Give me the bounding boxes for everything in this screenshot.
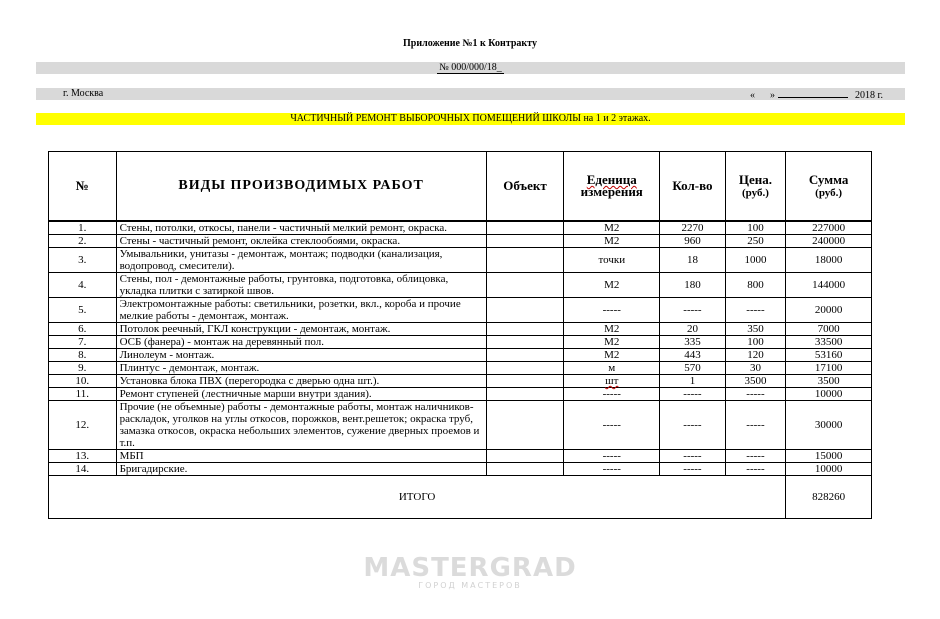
- row-qty: 1: [660, 375, 726, 388]
- row-sum: 3500: [786, 375, 872, 388]
- header-price: [725, 152, 786, 222]
- row-object: [486, 362, 564, 375]
- row-object: [486, 388, 564, 401]
- header-works: ВИДЫ ПРОИЗВОДИМЫХ РАБОТ: [116, 152, 486, 222]
- row-object: [486, 248, 564, 273]
- document-title: Приложение №1 к Контракту: [403, 38, 537, 49]
- table-row: [49, 323, 872, 336]
- row-desc: Стены, пол - демонтажные работы, грунтовка, подготовка, облицовка, укладка плитки с затиркой швов.: [116, 273, 486, 298]
- header-sum-line1: Сумма: [808, 171, 849, 187]
- row-unit-text: шт: [605, 375, 619, 387]
- header-unit: [564, 152, 660, 222]
- row-price: 3500: [725, 375, 786, 388]
- row-price: -----: [725, 298, 786, 323]
- row-qty: 960: [660, 235, 726, 248]
- row-qty: 2270: [660, 221, 726, 235]
- table-row: [49, 401, 872, 450]
- row-unit: М2: [564, 235, 660, 248]
- watermark-main: MASTERGRAD: [363, 553, 577, 583]
- watermark-sub: ГОРОД МАСТЕРОВ: [418, 581, 522, 590]
- row-qty: -----: [660, 298, 726, 323]
- row-sum: 53160: [786, 349, 872, 362]
- row-unit: М2: [564, 221, 660, 235]
- row-price: 800: [725, 273, 786, 298]
- total-sum: 828260: [786, 476, 872, 519]
- row-object: [486, 235, 564, 248]
- row-sum: 10000: [786, 463, 872, 476]
- row-object: [486, 336, 564, 349]
- row-num: 10.: [49, 375, 117, 388]
- row-sum: 10000: [786, 388, 872, 401]
- row-num: 13.: [49, 450, 117, 463]
- table-row: [49, 235, 872, 248]
- row-object: [486, 401, 564, 450]
- row-price: -----: [725, 388, 786, 401]
- row-qty: -----: [660, 401, 726, 450]
- row-num: 5.: [49, 298, 117, 323]
- header-price-line2: (руб.): [742, 186, 769, 199]
- row-price: 120: [725, 349, 786, 362]
- row-object: [486, 463, 564, 476]
- row-desc: ОСБ (фанера) - монтаж на деревянный пол.: [116, 336, 486, 349]
- row-qty: 180: [660, 273, 726, 298]
- row-sum: 18000: [786, 248, 872, 273]
- row-sum: 17100: [786, 362, 872, 375]
- table-header-row: [49, 152, 872, 222]
- table-row: [49, 221, 872, 235]
- subject-banner: ЧАСТИЧНЫЙ РЕМОНТ ВЫБОРОЧНЫХ ПОМЕЩЕНИЙ ШКОЛЫ на 1 и 2 этажах.: [36, 113, 905, 125]
- header-unit-line2: измерения: [580, 184, 643, 199]
- total-label: ИТОГО: [49, 476, 786, 519]
- row-desc: Прочие (не объемные) работы - демонтажные работы, монтаж наличников-раскладок, уголков на углы откосов, порожков, вент.решеток; окраска труб, замазка откосов, окраска небольших элементов, сужение дверных проемов и т.п.: [116, 401, 486, 450]
- row-desc: Плинтус - демонтаж, монтаж.: [116, 362, 486, 375]
- row-unit: М2: [564, 349, 660, 362]
- row-sum: 33500: [786, 336, 872, 349]
- row-price: 30: [725, 362, 786, 375]
- row-object: [486, 221, 564, 235]
- header-price-line1: Цена.: [738, 171, 773, 187]
- table-row: [49, 463, 872, 476]
- city-date-bar: [36, 88, 905, 100]
- row-sum: 30000: [786, 401, 872, 450]
- table-row: [49, 336, 872, 349]
- row-qty: 335: [660, 336, 726, 349]
- row-desc: Ремонт ступеней (лестничные марши внутри здания).: [116, 388, 486, 401]
- header-qty: Кол-во: [660, 152, 726, 222]
- row-num: 11.: [49, 388, 117, 401]
- row-sum: 7000: [786, 323, 872, 336]
- row-num: 6.: [49, 323, 117, 336]
- row-price: -----: [725, 463, 786, 476]
- date-month-blank: [778, 88, 848, 98]
- row-num: 14.: [49, 463, 117, 476]
- row-qty: -----: [660, 463, 726, 476]
- row-price: 350: [725, 323, 786, 336]
- table-row: [49, 298, 872, 323]
- watermark: [0, 555, 940, 591]
- table-row: [49, 388, 872, 401]
- row-desc: Установка блока ПВХ (перегородка с дверью одна шт.).: [116, 375, 486, 388]
- row-qty: -----: [660, 450, 726, 463]
- row-desc: Стены, потолки, откосы, панели - частичный мелкий ремонт, окраска.: [116, 221, 486, 235]
- row-desc-text: Стены - частичный ремонт, оклейка стеклообоями, окраска.: [119, 235, 401, 247]
- table-row: [49, 273, 872, 298]
- row-desc: Умывальники, унитазы - демонтаж, монтаж; подводки (канализация, водопровод, смесители).: [116, 248, 486, 273]
- header-num: №: [49, 152, 117, 222]
- row-sum: 240000: [786, 235, 872, 248]
- row-num: 4.: [49, 273, 117, 298]
- row-object: [486, 273, 564, 298]
- row-qty: 18: [660, 248, 726, 273]
- row-object: [486, 298, 564, 323]
- row-unit: М2: [564, 336, 660, 349]
- row-qty: 443: [660, 349, 726, 362]
- table-row: [49, 349, 872, 362]
- row-qty: 570: [660, 362, 726, 375]
- row-price: -----: [725, 401, 786, 450]
- city-label: г. Москва: [63, 88, 104, 99]
- row-price: 100: [725, 221, 786, 235]
- row-unit: -----: [564, 298, 660, 323]
- header-sum-line2: (руб.): [815, 186, 843, 199]
- row-num: 9.: [49, 362, 117, 375]
- date-year: 2018 г.: [855, 90, 883, 101]
- row-num: 7.: [49, 336, 117, 349]
- row-num: 12.: [49, 401, 117, 450]
- row-unit: М2: [564, 273, 660, 298]
- row-desc: Линолеум - монтаж.: [116, 349, 486, 362]
- row-desc: Бригадирские.: [116, 463, 486, 476]
- row-desc: Электромонтажные работы: светильники, розетки, вкл., короба и прочие мелкие работы - демонтаж, монтаж.: [116, 298, 486, 323]
- row-price: 250: [725, 235, 786, 248]
- table-row: [49, 450, 872, 463]
- date-line: [750, 88, 883, 102]
- row-unit: -----: [564, 463, 660, 476]
- row-num: 3.: [49, 248, 117, 273]
- table-row: [49, 248, 872, 273]
- row-num: 8.: [49, 349, 117, 362]
- row-object: [486, 375, 564, 388]
- row-sum: 227000: [786, 221, 872, 235]
- row-object: [486, 450, 564, 463]
- date-quote-close: »: [770, 90, 776, 101]
- row-num: 2.: [49, 235, 117, 248]
- header-sum: [786, 152, 872, 222]
- row-unit: точки: [564, 248, 660, 273]
- row-price: -----: [725, 450, 786, 463]
- table-row: [49, 375, 872, 388]
- header-unit-line1: Еденица: [586, 172, 637, 187]
- table-row: [49, 362, 872, 375]
- row-unit: М2: [564, 323, 660, 336]
- date-quote-open: «: [750, 90, 756, 101]
- row-num: 1.: [49, 221, 117, 235]
- header-object: Объект: [486, 152, 564, 222]
- row-desc: МБП: [116, 450, 486, 463]
- row-unit: м: [564, 362, 660, 375]
- works-table: [48, 151, 872, 519]
- row-object: [486, 323, 564, 336]
- row-qty: -----: [660, 388, 726, 401]
- row-desc: Потолок реечный, ГКЛ конструкции - демонтаж, монтаж.: [116, 323, 486, 336]
- row-sum: 20000: [786, 298, 872, 323]
- contract-number: № 000/000/18_: [439, 62, 502, 73]
- row-desc: [116, 235, 486, 248]
- row-object: [486, 349, 564, 362]
- row-unit: [564, 375, 660, 388]
- row-unit: -----: [564, 401, 660, 450]
- row-price: 100: [725, 336, 786, 349]
- row-unit: -----: [564, 388, 660, 401]
- row-price: 1000: [725, 248, 786, 273]
- row-sum: 144000: [786, 273, 872, 298]
- contract-number-bar: [36, 62, 905, 74]
- total-row: [49, 476, 872, 519]
- row-unit: -----: [564, 450, 660, 463]
- row-sum: 15000: [786, 450, 872, 463]
- row-qty: 20: [660, 323, 726, 336]
